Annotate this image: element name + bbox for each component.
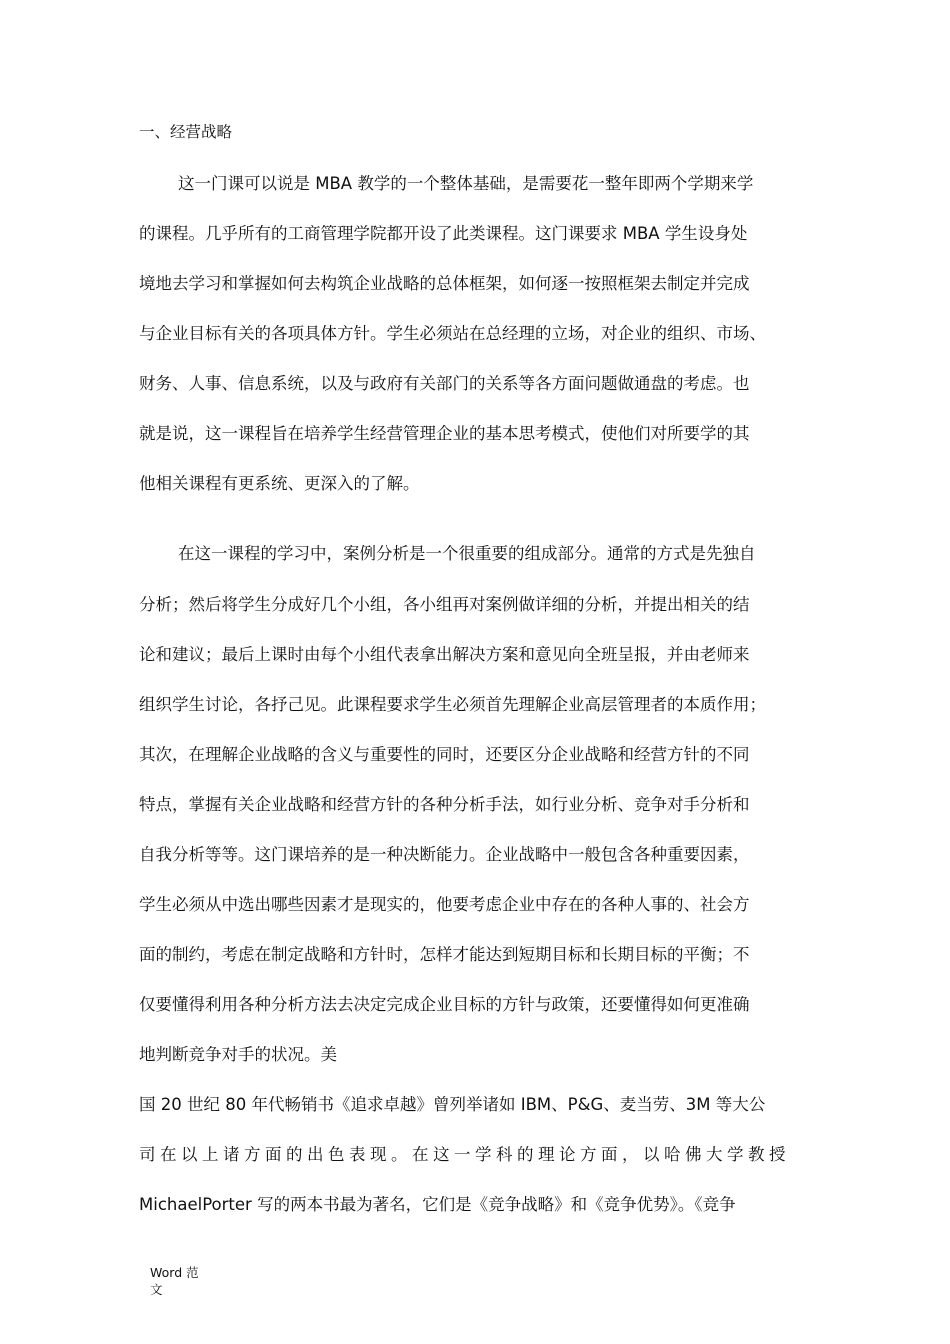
paragraph-line: 学生必须从中选出哪些因素才是现实的，他要考虑企业中存在的各种人事的、社会方 bbox=[139, 895, 750, 914]
paragraph-line: 司在以上诸方面的出色表现。在这一学科的理论方面，以哈佛大学教授 bbox=[139, 1145, 790, 1164]
paragraph-line: 仅要懂得利用各种分析方法去决定完成企业目标的方针与政策，还要懂得如何更准确 bbox=[139, 995, 750, 1014]
footer-label: 文 bbox=[150, 1282, 163, 1297]
paragraph-line: 的课程。几乎所有的工商管理学院都开设了此类课程。这门课要求 MBA 学生设身处 bbox=[139, 224, 748, 243]
paragraph-line: 就是说，这一课程旨在培养学生经营管理企业的基本思考模式，使他们对所要学的其 bbox=[139, 424, 750, 443]
paragraph-line: 他相关课程有更系统、更深入的了解。 bbox=[139, 474, 420, 493]
paragraph-line: 地判断竞争对手的状况。美 bbox=[139, 1045, 337, 1064]
paragraph-line: 自我分析等等。这门课培养的是一种决断能力。企业战略中一般包含各种重要因素， bbox=[139, 845, 750, 864]
paragraph-line: 与企业目标有关的各项具体方针。学生必须站在总经理的立场，对企业的组织、市场、 bbox=[139, 324, 766, 343]
paragraph-line: 特点，掌握有关企业战略和经营方针的各种分析手法，如行业分析、竞争对手分析和 bbox=[139, 795, 750, 814]
footer-label: Word 范 bbox=[150, 1265, 199, 1280]
paragraph-line: MichaelPorter 写的两本书最为著名，它们是《竞争战略》和《竞争优势》。《竞争 bbox=[139, 1195, 736, 1214]
paragraph-line: 这一门课可以说是 MBA 教学的一个整体基础，是需要花一整年即两个学期来学 bbox=[178, 174, 754, 193]
paragraph-line: 分析；然后将学生分成好几个小组，各小组再对案例做详细的分析，并提出相关的结 bbox=[139, 595, 750, 614]
paragraph-line: 论和建议；最后上课时由每个小组代表拿出解决方案和意见向全班呈报，并由老师来 bbox=[139, 645, 750, 664]
paragraph-line: 面的制约，考虑在制定战略和方针时，怎样才能达到短期目标和长期目标的平衡；不 bbox=[139, 945, 750, 964]
section-heading: 一、经营战略 bbox=[139, 123, 233, 141]
paragraph-line: 财务、人事、信息系统，以及与政府有关部门的关系等各方面问题做通盘的考虑。也 bbox=[139, 374, 750, 393]
paragraph-line: 其次，在理解企业战略的含义与重要性的同时，还要区分企业战略和经营方针的不同 bbox=[139, 745, 750, 764]
paragraph-line: 在这一课程的学习中，案例分析是一个很重要的组成部分。通常的方式是先独自 bbox=[178, 544, 756, 563]
paragraph-line: 国 20 世纪 80 年代畅销书《追求卓越》曾列举诸如 IBM、P&G、麦当劳、3M 等大公 bbox=[139, 1095, 766, 1114]
paragraph-line: 组织学生讨论，各抒己见。此课程要求学生必须首先理解企业高层管理者的本质作用； bbox=[139, 695, 766, 714]
paragraph-line: 境地去学习和掌握如何去构筑企业战略的总体框架，如何逐一按照框架去制定并完成 bbox=[139, 274, 750, 293]
